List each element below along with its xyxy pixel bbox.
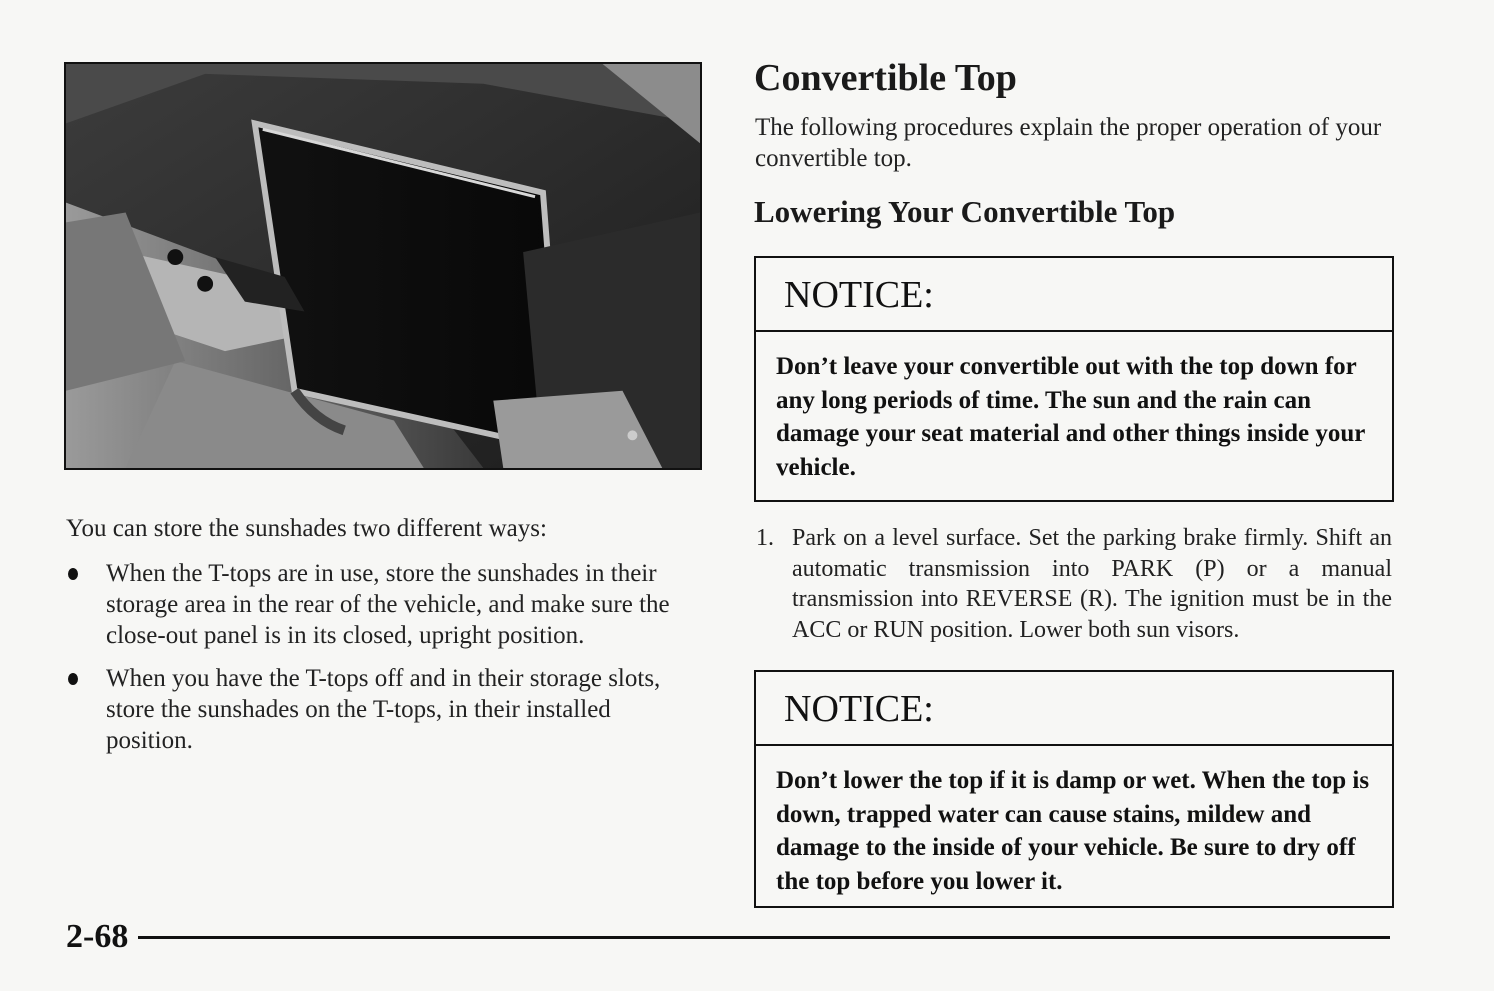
notice-heading: NOTICE:	[756, 258, 1392, 332]
step-text: Park on a level surface. Set the parking brake firmly. Shift an automatic transmission into PARK (P) or a manual transmission into REVERSE (R). The ignition must be in the ACC or RUN position. Lower both sun visors.	[792, 525, 1392, 643]
bullet-icon	[68, 673, 78, 685]
section-title: Convertible Top	[754, 57, 1017, 99]
list-item-text: When the T-tops are in use, store the sunshades in their storage area in the rear of the vehicle, and make sure the close-out panel is in its closed, upright position.	[106, 560, 670, 649]
sunshade-storage-list	[66, 558, 676, 768]
footer-rule	[138, 936, 1390, 939]
notice-box-damage	[754, 256, 1394, 502]
notice-box-damp	[754, 670, 1394, 908]
notice-body: Don’t lower the top if it is damp or wet. When the top is down, trapped water can cause stains, mildew and damage to the inside of your vehicle. Be sure to dry off the top before you lower it.	[776, 767, 1370, 895]
bullet-icon	[68, 568, 78, 580]
page-number: 2-68	[66, 918, 129, 955]
list-item	[66, 663, 676, 756]
list-item	[66, 558, 676, 651]
procedure-step-1	[756, 523, 1392, 645]
subsection-title: Lowering Your Convertible Top	[754, 194, 1176, 229]
step-number: 1.	[756, 525, 774, 551]
sunshade-storage-photo	[64, 62, 702, 470]
section-lead-text: The following procedures explain the proper operation of your convertible top.	[755, 114, 1382, 172]
list-item-text: When you have the T-tops off and in their storage slots, store the sunshades on the T-tops, in their installed position.	[106, 665, 661, 754]
sunshade-intro-text: You can store the sunshades two different ways:	[66, 515, 547, 542]
notice-body: Don’t leave your convertible out with the top down for any long periods of time. The sun and the rain can damage your seat material and other things inside your vehicle.	[776, 353, 1365, 481]
notice-heading: NOTICE:	[756, 672, 1392, 746]
